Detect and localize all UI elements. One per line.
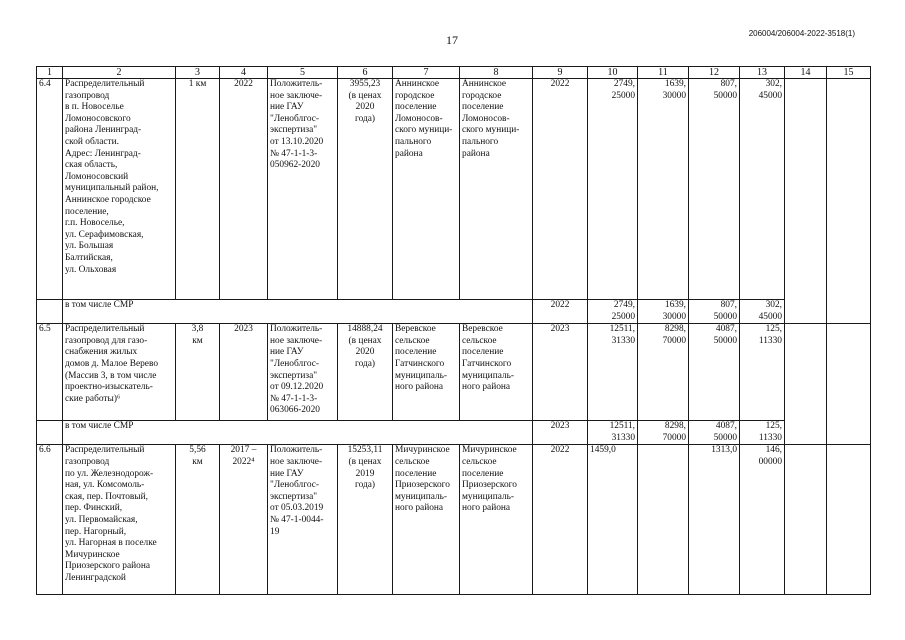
funding-year: 2022 xyxy=(533,79,588,300)
smr-value-col13: 302, 45000 xyxy=(740,300,785,324)
page-number: 17 xyxy=(446,33,458,47)
row-number: 6.5 xyxy=(37,324,63,421)
col-header-3: 3 xyxy=(176,67,220,79)
value-col13: 125, 11330 xyxy=(740,324,785,421)
object-year: 2017 – 2022⁴ xyxy=(220,445,268,595)
object-name: Распределительный газопровод по ул. Железнодорож- ная, ул. Комсомоль- ская, пер. Почтовый, пер. Финский, ул. Первомайская, пер. Нагорный, ул. Нагорная в поселке Мичуринское Приозерского района Ленинградской xyxy=(63,445,176,595)
col-header-10: 10 xyxy=(588,67,638,79)
table-row xyxy=(37,445,871,595)
object-name: Распределительный газопровод в п. Новоселье Ломоносовского района Ленинград- ской области. Адрес: Ленинград- ская область, Ломоносовский муниципальный район, Аннинское городское поселение, г.п. Новоселье, ул. Серафимовская, ул. Большая Балтийская, ул. Ольховая xyxy=(63,79,176,300)
col-header-6: 6 xyxy=(338,67,393,79)
smr-value-col10: 12511, 31330 xyxy=(588,421,638,445)
document-code: 206004/206004-2022-3518(1) xyxy=(748,29,855,38)
expertise-conclusion: Положитель- ное заключе- ние ГАУ "Леноблгос- экспертиза" от 09.12.2020 № 47-1-1-3- 063066-2020 xyxy=(268,324,338,421)
col-header-8: 8 xyxy=(460,67,533,79)
object-table xyxy=(36,66,871,595)
value-col14 xyxy=(785,445,827,595)
value-col12: 4087, 50000 xyxy=(689,324,740,421)
value-col15 xyxy=(827,79,871,300)
smr-value-col15 xyxy=(827,421,871,445)
value-col11 xyxy=(638,445,689,595)
settlement-recipient: Мичуринское сельское поселение Приозерского муниципаль- ного района xyxy=(393,445,460,595)
value-col13: 302, 45000 xyxy=(740,79,785,300)
object-length: 3,8 км xyxy=(176,324,220,421)
smr-value-col14 xyxy=(785,300,827,324)
funding-year: 2022 xyxy=(533,445,588,595)
object-length: 1 км xyxy=(176,79,220,300)
col-header-4: 4 xyxy=(220,67,268,79)
value-col11: 1639, 30000 xyxy=(638,79,689,300)
col-header-1: 1 xyxy=(37,67,63,79)
column-number-row xyxy=(37,67,871,79)
smr-funding-year: 2023 xyxy=(533,421,588,445)
smr-value-col15 xyxy=(827,300,871,324)
row-number: 6.4 xyxy=(37,79,63,300)
object-year: 2023 xyxy=(220,324,268,421)
table-row xyxy=(37,324,871,421)
smr-value-col14 xyxy=(785,421,827,445)
estimated-cost: 3955,23 (в ценах 2020 года) xyxy=(338,79,393,300)
smr-funding-year: 2022 xyxy=(533,300,588,324)
object-name: Распределительный газопровод для газо- снабжения жилых домов д. Малое Верево (Массив 3, в том числе проектно-изыскатель- ские работы)⁶ xyxy=(63,324,176,421)
col-header-5: 5 xyxy=(268,67,338,79)
funding-year: 2023 xyxy=(533,324,588,421)
settlement-owner: Веревское сельское поселение Гатчинского муниципаль- ного района xyxy=(460,324,533,421)
value-col10: 12511, 31330 xyxy=(588,324,638,421)
value-col12: 1313,0 xyxy=(689,445,740,595)
col-header-7: 7 xyxy=(393,67,460,79)
col-header-11: 11 xyxy=(638,67,689,79)
table-row xyxy=(37,79,871,300)
settlement-owner: Мичуринское сельское поселение Приозерского муниципаль- ного района xyxy=(460,445,533,595)
smr-label: в том числе СМР xyxy=(63,421,533,445)
settlement-owner: Аннинское городское поселение Ломоносов- ского муници- пального района xyxy=(460,79,533,300)
value-col10: 1459,0 xyxy=(588,445,638,595)
settlement-recipient: Аннинское городское поселение Ломоносов- ского муници- пального района xyxy=(393,79,460,300)
smr-value-col12: 4087, 50000 xyxy=(689,421,740,445)
object-length: 5,56 км xyxy=(176,445,220,595)
value-col15 xyxy=(827,324,871,421)
table-row-smr xyxy=(37,421,871,445)
expertise-conclusion: Положитель- ное заключе- ние ГАУ "Леноблгос- экспертиза" от 05.03.2019 № 47-1-0044- 19 xyxy=(268,445,338,595)
col-header-14: 14 xyxy=(785,67,827,79)
object-year: 2022 xyxy=(220,79,268,300)
row-number-empty xyxy=(37,300,63,324)
col-header-12: 12 xyxy=(689,67,740,79)
col-header-2: 2 xyxy=(63,67,176,79)
estimated-cost: 14888,24 (в ценах 2020 года) xyxy=(338,324,393,421)
col-header-15: 15 xyxy=(827,67,871,79)
value-col15 xyxy=(827,445,871,595)
col-header-9: 9 xyxy=(533,67,588,79)
estimated-cost: 15253,11 (в ценах 2019 года) xyxy=(338,445,393,595)
table-row-smr xyxy=(37,300,871,324)
settlement-recipient: Веревское сельское поселение Гатчинского муниципаль- ного района xyxy=(393,324,460,421)
expertise-conclusion: Положитель- ное заключе- ние ГАУ "Леноблгос- экспертиза" от 13.10.2020 № 47-1-1-3- 050962-2020 xyxy=(268,79,338,300)
smr-value-col12: 807, 50000 xyxy=(689,300,740,324)
smr-value-col13: 125, 11330 xyxy=(740,421,785,445)
value-col11: 8298, 70000 xyxy=(638,324,689,421)
value-col12: 807, 50000 xyxy=(689,79,740,300)
smr-value-col11: 1639, 30000 xyxy=(638,300,689,324)
smr-label: в том числе СМР xyxy=(63,300,533,324)
row-number: 6.6 xyxy=(37,445,63,595)
smr-value-col10: 2749, 25000 xyxy=(588,300,638,324)
smr-value-col11: 8298, 70000 xyxy=(638,421,689,445)
value-col13: 146, 00000 xyxy=(740,445,785,595)
col-header-13: 13 xyxy=(740,67,785,79)
row-number-empty xyxy=(37,421,63,445)
value-col10: 2749, 25000 xyxy=(588,79,638,300)
value-col14 xyxy=(785,79,827,300)
value-col14 xyxy=(785,324,827,421)
